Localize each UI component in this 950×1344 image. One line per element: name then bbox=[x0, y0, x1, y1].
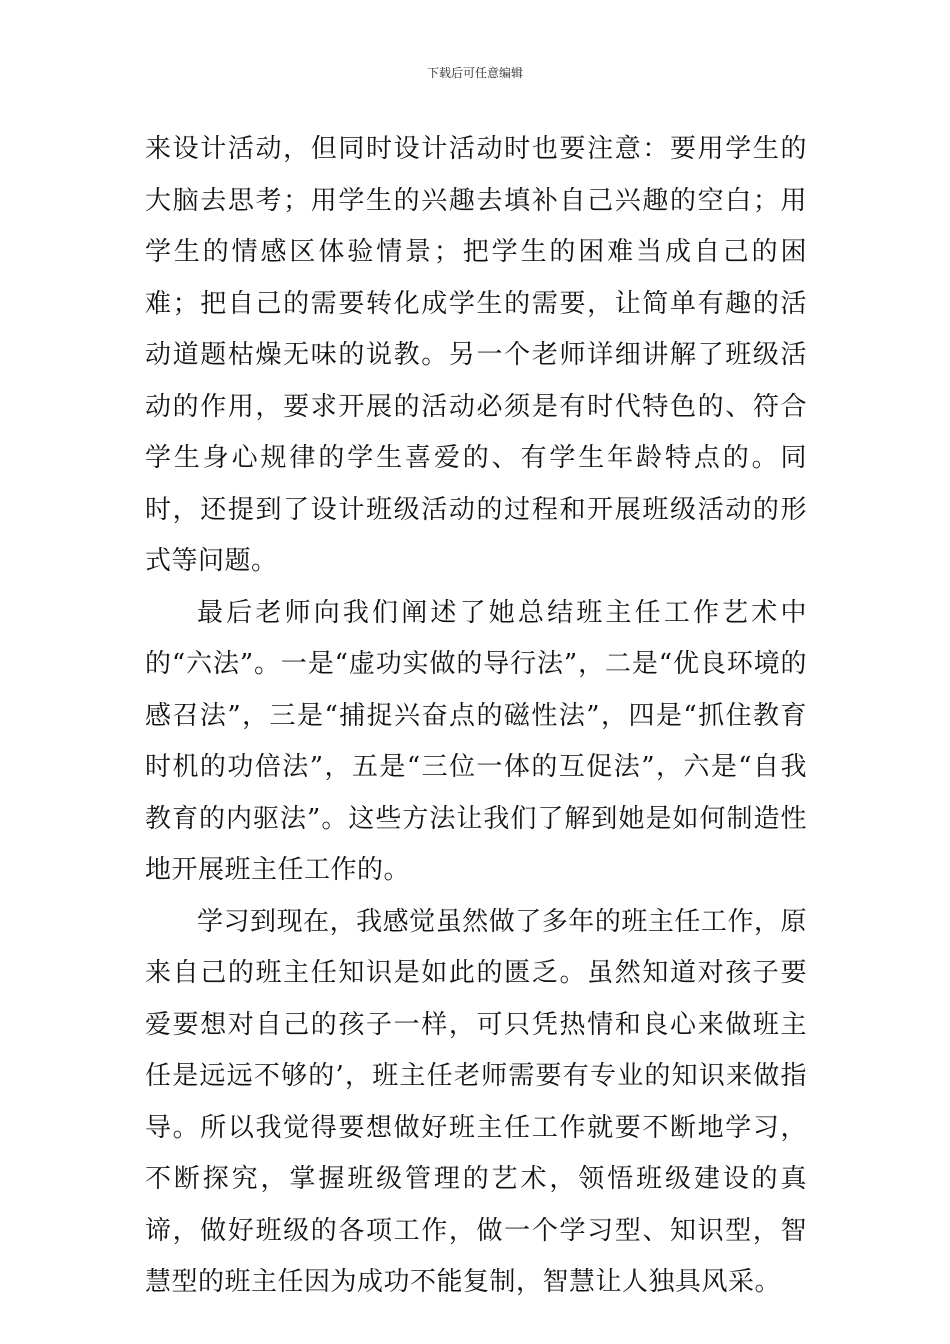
paragraph-3: 学习到现在，我感觉虽然做了多年的班主任工作，原来自己的班主任知识是如此的匮乏。虽然知道对孩子要爱要想对自己的孩子一样，可只凭热情和良心来做班主任是远远不够的’，班主任老师需要有专业的知识来做指导。所以我觉得要想做好班主任工作就要不断地学习，不断探究，掌握班级管理的艺术，领悟班级建设的真谛，做好班级的各项工作，做一个学习型、知识型，智慧型的班主任因为成功不能复制，智慧让人独具风采。 bbox=[145, 906, 807, 1297]
paragraph-1: 来设计活动，但同时设计活动时也要注意：要用学生的大脑去思考；用学生的兴趣去填补自己兴趣的空白；用学生的情感区体验情景；把学生的困难当成自己的困难；把自己的需要转化成学生的需要，让简单有趣的活动道题枯燥无味的说教。另一个老师详细讲解了班级活动的作用，要求开展的活动必须是有时代特色的、符合学生身心规律的学生喜爱的、有学生年龄特点的。同时，还提到了设计班级活动的过程和开展班级活动的形式等问题。 bbox=[145, 134, 807, 576]
document-body bbox=[145, 124, 807, 1309]
page-header: 下载后可任意编辑 bbox=[426, 66, 523, 80]
paragraph-2: 最后老师向我们阐述了她总结班主任工作艺术中的“六法”。一是“虚功实做的导行法”，二是“优良环境的感召法”，三是“捕捉兴奋点的磁性法”，四是“抓住教育时机的功倍法”，五是“三位一体的互促法”，六是“自我教育的内驱法”。这些方法让我们了解到她是如何制造性地开展班主任工作的。 bbox=[145, 597, 807, 885]
